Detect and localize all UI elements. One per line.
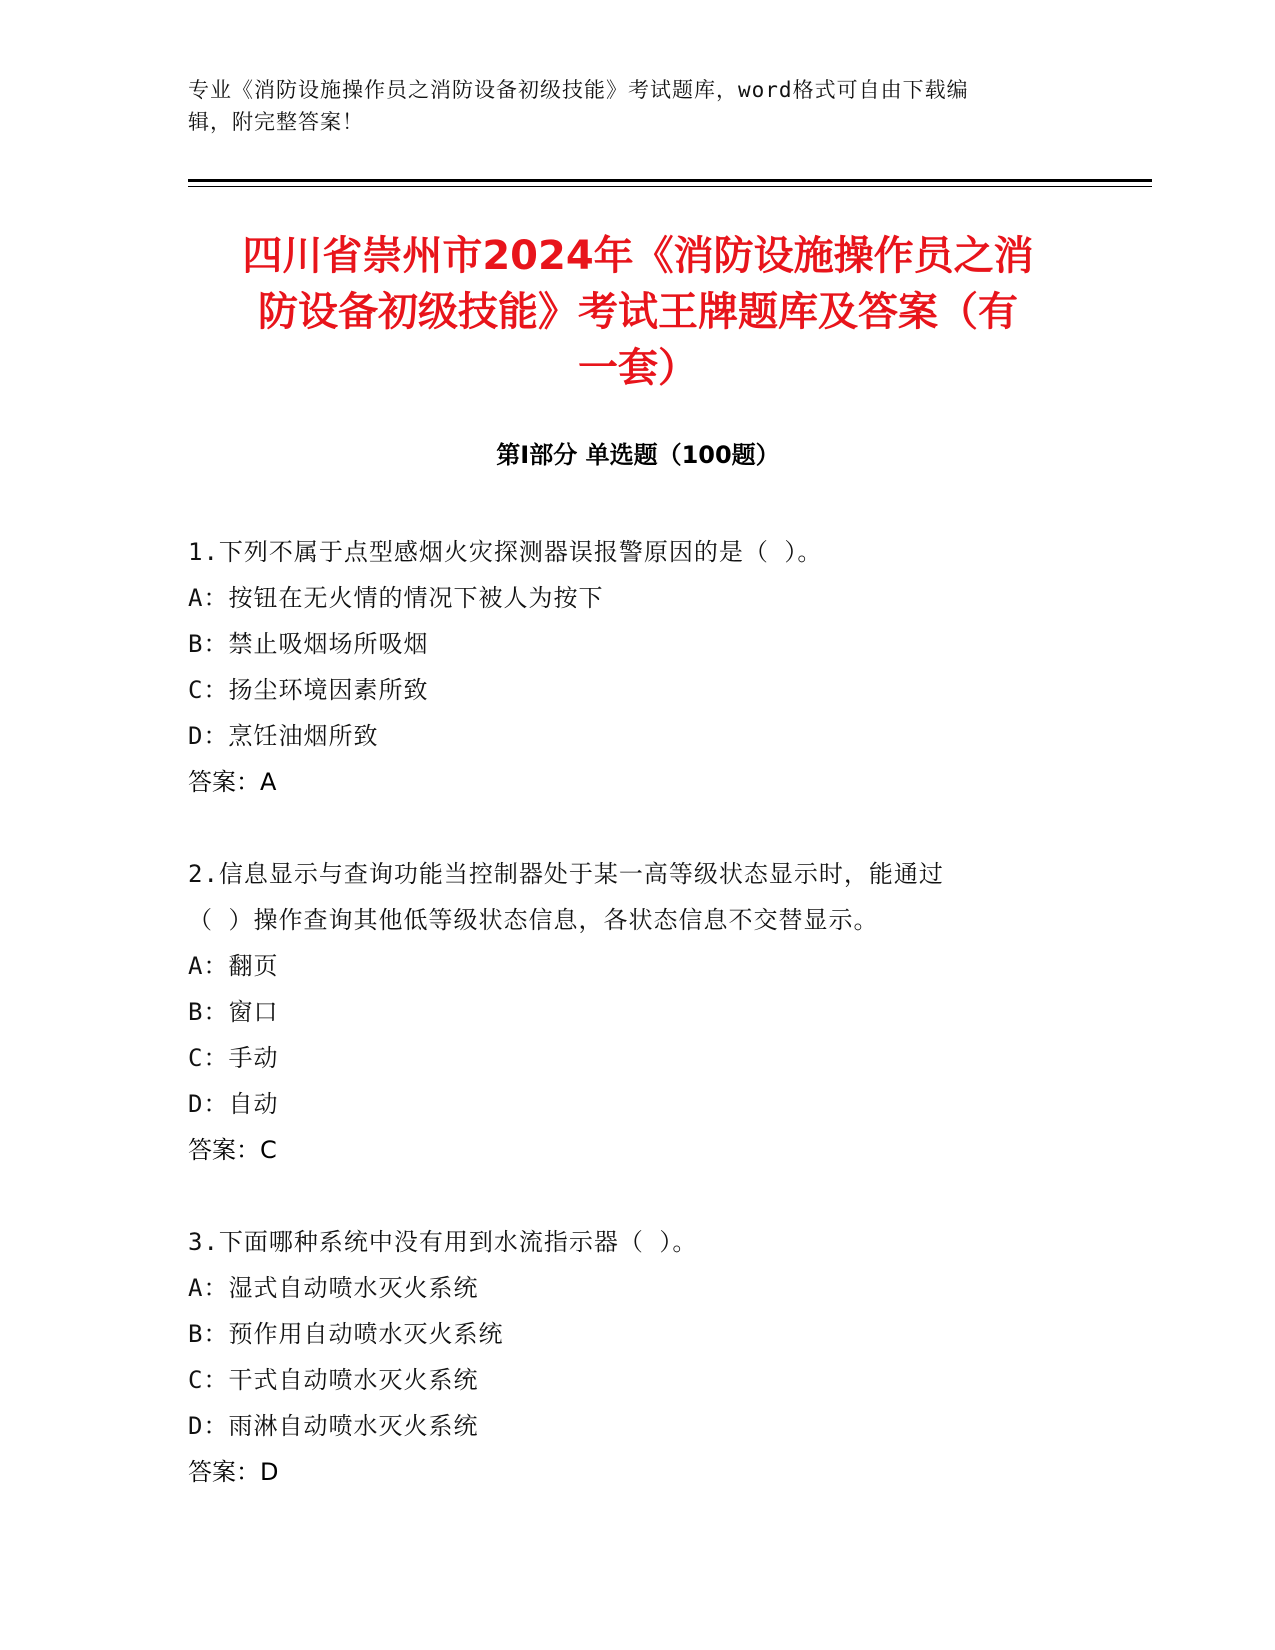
document-title-line-3: 一套） (578, 345, 698, 391)
option-d: D：雨淋自动喷水灭火系统 (188, 1412, 479, 1440)
header-divider-thin (188, 186, 1152, 187)
option-c: C：扬尘环境因素所致 (188, 676, 429, 704)
header-note (188, 74, 1068, 138)
document-title-line-1: 四川省崇州市2024年《消防设施操作员之消 (242, 233, 1034, 279)
section-title: 第Ⅰ部分 单选题（100题） (496, 441, 780, 469)
option-a: A：翻页 (188, 952, 279, 980)
question-stem: 1.下列不属于点型感烟火灾探测器误报警原因的是（ ）。 (188, 538, 823, 566)
question-3 (188, 1219, 1068, 1495)
question-2 (188, 851, 1068, 1173)
question-list (188, 529, 1068, 1541)
question-1 (188, 529, 1068, 805)
option-a: A：湿式自动喷水灭火系统 (188, 1274, 479, 1302)
document-title-line-2: 防设备初级技能》考试王牌题库及答案（有 (258, 289, 1018, 335)
option-b: B：禁止吸烟场所吸烟 (188, 630, 429, 658)
option-b: B：窗口 (188, 998, 279, 1026)
option-b: B：预作用自动喷水灭火系统 (188, 1320, 504, 1348)
option-d: D：自动 (188, 1090, 279, 1118)
header-note-line-2: 辑，附完整答案！ (188, 110, 364, 134)
option-c: C：手动 (188, 1044, 279, 1072)
answer: 答案：A (188, 768, 277, 796)
answer: 答案：D (188, 1458, 279, 1486)
question-stem: 3.下面哪种系统中没有用到水流指示器（ ）。 (188, 1228, 698, 1256)
document-title (188, 228, 1088, 396)
option-c: C：干式自动喷水灭火系统 (188, 1366, 479, 1394)
header-note-line-1: 专业《消防设施操作员之消防设备初级技能》考试题库，word格式可自由下载编 (188, 78, 969, 102)
answer: 答案：C (188, 1136, 277, 1164)
header-divider-thick (188, 179, 1152, 182)
option-d: D：烹饪油烟所致 (188, 722, 379, 750)
option-a: A：按钮在无火情的情况下被人为按下 (188, 584, 604, 612)
question-stem: 2.信息显示与查询功能当控制器处于某一高等级状态显示时，能通过 (188, 860, 944, 888)
question-stem-continued: （ ）操作查询其他低等级状态信息，各状态信息不交替显示。 (188, 906, 879, 934)
